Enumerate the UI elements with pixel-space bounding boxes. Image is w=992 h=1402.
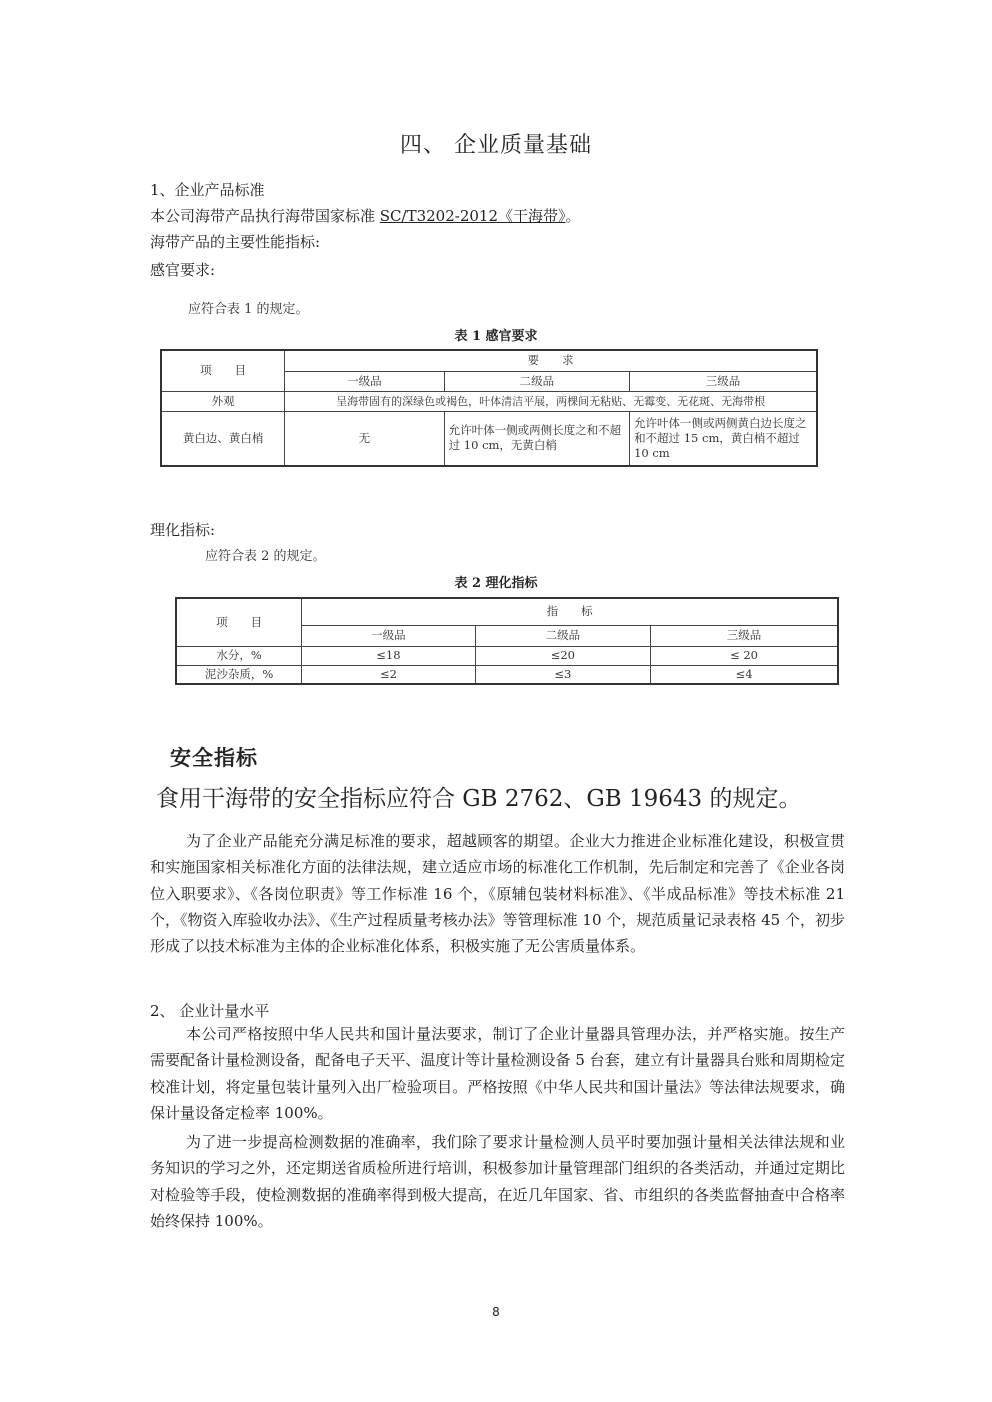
table2-title: 表 2 理化指标 xyxy=(454,576,538,591)
table2-row1-label: 水分，% xyxy=(176,646,302,665)
paragraph-testing: 为了进一步提高检测数据的准确率，我们除了要求计量检测人员平时要加强计量相关法律法规和业务知识的学习之外，还定期送省质检所进行培训，积极参加计量管理部门组织的各类活动，并通过定期比对检验等手段，使检测数据的准确率得到极大提高，在近几年国家、省、市组织的各类监督抽查中合格率始终保持 100%。 xyxy=(150,1133,845,1230)
table2-row2-v3: ≤4 xyxy=(651,665,838,684)
safety-text: 食用干海带的安全指标应符合 GB 2762、GB 19643 的规定。 xyxy=(156,786,802,812)
table1-title: 表 1 感官要求 xyxy=(454,329,538,344)
standard-suffix: 。 xyxy=(565,207,581,225)
table1-caption: 应符合表 1 的规定。 xyxy=(188,302,309,317)
table1-row2-grade3: 允许叶体一侧或两侧黄白边长度之和不超过 15 cm，黄白梢不超过 10 cm xyxy=(630,411,817,466)
table1-grade-3: 三级品 xyxy=(630,371,817,391)
table2-header-index: 指 标 xyxy=(302,598,838,625)
table2-grade-3: 三级品 xyxy=(651,625,838,646)
section2-heading: 2、 企业计量水平 xyxy=(150,1002,270,1020)
table2-row1-v3: ≤ 20 xyxy=(651,646,838,665)
physchem-label: 理化指标: xyxy=(150,521,216,539)
table1-grade-1: 一级品 xyxy=(285,371,444,391)
table2-row2-v1: ≤2 xyxy=(302,665,475,684)
table1-row2-label: 黄白边、黄白梢 xyxy=(161,411,285,466)
section1-heading: 1、企业产品标准 xyxy=(150,181,265,199)
table2-row1-v2: ≤20 xyxy=(475,646,650,665)
standard-code: SC/T3202-2012《干海带》 xyxy=(379,207,566,225)
table2-row1-v1: ≤18 xyxy=(302,646,475,665)
table1-row2-grade2: 允许叶体一侧或两侧长度之和不超过 10 cm，无黄白梢 xyxy=(444,411,629,466)
table2-caption: 应符合表 2 的规定。 xyxy=(205,549,326,564)
paragraph-standardization: 为了企业产品能充分满足标准的要求，超越顾客的期望。企业大力推进企业标准化建设，积极宣贯和实施国家相关标准化方面的法律法规，建立适应市场的标准化工作机制，先后制定和完善了《企业各岗位入职要求》、《各岗位职责》等工作标准 16 个，《原辅包装材料标准》、《半成品标准》等技术标准 21 个，《物资入库验收办法》、《生产过程质量考核办法》等管理标准 10 个，规范质量记录表格 45 个，初步形成了以技术标准为主体的企业标准化体系，积极实施了无公害质量体系。 xyxy=(150,832,845,956)
performance-label: 海带产品的主要性能指标: xyxy=(150,233,321,251)
sensory-label: 感官要求: xyxy=(150,261,216,279)
table1-row1-value: 呈海带固有的深绿色或褐色，叶体清洁平展，两棵间无粘贴、无霉变、无花斑、无海带根 xyxy=(285,391,817,411)
table1-row1-label: 外观 xyxy=(161,391,285,411)
table2-grade-1: 一级品 xyxy=(302,625,475,646)
table2-header-item: 项 目 xyxy=(176,598,302,646)
table2-row2-v2: ≤3 xyxy=(475,665,650,684)
sensory-table xyxy=(160,349,818,467)
table2-row2-label: 泥沙杂质，% xyxy=(176,665,302,684)
safety-heading: 安全指标 xyxy=(170,746,258,770)
table1-header-req: 要 求 xyxy=(285,350,817,371)
table2-grade-2: 二级品 xyxy=(475,625,650,646)
table1-header-item: 项 目 xyxy=(161,350,285,391)
page-number: 8 xyxy=(492,1305,500,1319)
table1-grade-2: 二级品 xyxy=(444,371,629,391)
standard-prefix: 本公司海带产品执行海带国家标准 xyxy=(150,207,380,225)
paragraph-metrology: 本公司严格按照中华人民共和国计量法要求，制订了企业计量器具管理办法，并严格实施。按生产需要配备计量检测设备，配备电子天平、温度计等计量检测设备 5 台套，建立有计量器具台账和周期检定校准计划，将定量包装计量列入出厂检验项目。严格按照《中华人民共和国计量法》等法律法规要求，确保计量设备定检率 100%。 xyxy=(150,1025,845,1122)
table1-row2-grade1: 无 xyxy=(285,411,444,466)
standard-line xyxy=(150,206,581,226)
physchem-table xyxy=(175,597,839,685)
page-title: 四、 企业质量基础 xyxy=(400,133,592,158)
